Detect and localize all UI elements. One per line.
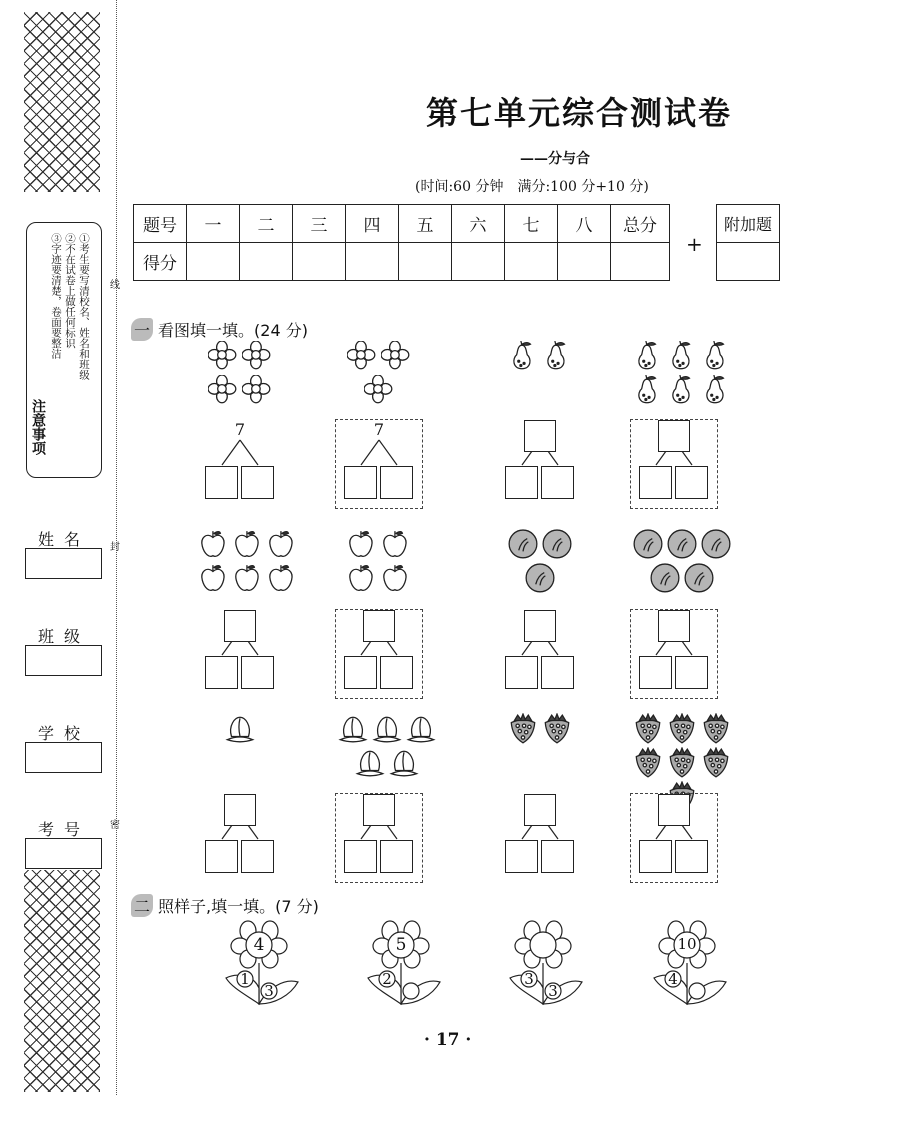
- extra-score-table: [716, 204, 780, 281]
- picture-group: [495, 340, 585, 420]
- page-subtitle: ——分与合: [520, 151, 590, 167]
- part-box[interactable]: [380, 656, 413, 689]
- part-box[interactable]: [675, 656, 708, 689]
- total-box[interactable]: [224, 794, 256, 826]
- number-flower: [646, 918, 736, 1008]
- exercise-peach: [195, 712, 295, 792]
- exercise-strawberry: [629, 712, 729, 792]
- score-header-cell: 四: [346, 205, 399, 243]
- flower-left-number: 3: [524, 970, 534, 988]
- part-box[interactable]: [205, 466, 238, 499]
- score-header-cell: 一: [187, 205, 240, 243]
- pear-icon: [633, 375, 663, 407]
- decomposition-diagram: [631, 610, 717, 698]
- total-box[interactable]: [658, 610, 690, 642]
- section-1-number: 一: [131, 318, 153, 341]
- flower-icon: [242, 375, 272, 407]
- time-info: (时间:60 分钟 满分:100 分+10 分): [415, 179, 649, 195]
- picture-group: [495, 528, 585, 608]
- decorative-pattern-top: [24, 12, 100, 192]
- part-box[interactable]: [205, 840, 238, 873]
- exam-number-label: 考号: [38, 820, 91, 839]
- decomposition-diagram: [336, 610, 422, 698]
- score-header-cell: 六: [452, 205, 505, 243]
- exercise-peach: [334, 712, 434, 792]
- binding-char-seal: 封: [110, 542, 120, 553]
- flower-center-number: 10: [677, 935, 697, 953]
- plus-sign: +: [686, 232, 703, 256]
- decomposition-diagram: [336, 794, 422, 882]
- exercise-orange: [629, 528, 729, 608]
- flower-left-number: 4: [668, 970, 678, 988]
- peach-icon: [225, 713, 255, 745]
- orange-icon: [508, 529, 538, 561]
- apple-icon: [267, 529, 297, 561]
- number-flower: [502, 918, 592, 1008]
- binding-char-line: 线: [110, 280, 120, 291]
- strawberry-icon: [701, 747, 731, 779]
- total-box[interactable]: [363, 794, 395, 826]
- part-box[interactable]: [675, 840, 708, 873]
- page-number: · 17 ·: [424, 1030, 472, 1050]
- flower-center-number: 5: [395, 935, 407, 955]
- orange-icon: [650, 563, 680, 595]
- name-label: 姓名: [38, 530, 91, 549]
- pear-icon: [508, 341, 538, 373]
- strawberry-icon: [633, 713, 663, 745]
- part-box[interactable]: [205, 656, 238, 689]
- score-cell[interactable]: [240, 243, 293, 281]
- total-box[interactable]: 7: [234, 420, 246, 439]
- part-box[interactable]: [380, 466, 413, 499]
- pear-icon: [701, 375, 731, 407]
- flower-icon: [347, 341, 377, 373]
- strawberry-icon: [508, 713, 538, 745]
- exercise-flower: [334, 340, 434, 420]
- score-cell[interactable]: [346, 243, 399, 281]
- picture-group: [619, 340, 744, 420]
- score-cell[interactable]: [558, 243, 611, 281]
- decomposition-diagram: [497, 794, 583, 882]
- strawberry-icon: [633, 747, 663, 779]
- flower-icon: [208, 375, 238, 407]
- strawberry-icon: [667, 747, 697, 779]
- part-box[interactable]: [344, 840, 377, 873]
- score-header-cell: 五: [399, 205, 452, 243]
- exercise-apple: [195, 528, 295, 608]
- notice-heading: 注意事项: [30, 399, 46, 455]
- decomposition-diagram: [497, 610, 583, 698]
- pear-icon: [667, 375, 697, 407]
- decomposition-diagram: [197, 420, 283, 508]
- flower-right-number: 3: [264, 982, 274, 1000]
- number-flower: [360, 918, 450, 1008]
- part-box[interactable]: [241, 656, 274, 689]
- part-box[interactable]: [639, 840, 672, 873]
- flower-outline-icon: [646, 918, 736, 1008]
- decorative-pattern-bottom: [24, 870, 100, 1092]
- flower-right-number: 3: [548, 982, 558, 1000]
- part-box[interactable]: [344, 466, 377, 499]
- page-title: 第七单元综合测试卷: [426, 94, 733, 132]
- notice-line-2: ②不在试卷上做任何标识: [64, 233, 76, 349]
- total-box[interactable]: [658, 420, 690, 452]
- apple-icon: [199, 563, 229, 595]
- flower-outline-icon: [360, 918, 450, 1008]
- notice-line-3: ③字迹要清楚，卷面要整洁: [50, 233, 62, 359]
- class-label: 班级: [38, 627, 91, 646]
- school-field[interactable]: [25, 742, 102, 773]
- peach-icon: [338, 713, 368, 745]
- picture-group: [619, 712, 744, 792]
- decomposition-diagram: [631, 420, 717, 508]
- flower-icon: [364, 375, 394, 407]
- picture-group: [495, 712, 585, 792]
- part-box[interactable]: [505, 840, 538, 873]
- apple-icon: [233, 563, 263, 595]
- section-2-title: [131, 894, 319, 917]
- picture-group: [195, 712, 285, 792]
- part-box[interactable]: [541, 466, 574, 499]
- pear-icon: [667, 341, 697, 373]
- section-2-text: 照样子,填一填。(7 分): [158, 897, 319, 916]
- exercise-pear: [495, 340, 595, 420]
- pear-icon: [633, 341, 663, 373]
- orange-icon: [525, 563, 555, 595]
- total-box[interactable]: 7: [373, 420, 385, 439]
- peach-icon: [406, 713, 436, 745]
- peach-icon: [355, 747, 385, 779]
- score-table: [133, 204, 670, 281]
- total-box[interactable]: [363, 610, 395, 642]
- part-box[interactable]: [344, 656, 377, 689]
- orange-icon: [542, 529, 572, 561]
- score-row-label: 得分: [134, 243, 187, 281]
- total-box[interactable]: [524, 794, 556, 826]
- part-box[interactable]: [241, 466, 274, 499]
- apple-icon: [267, 563, 297, 595]
- school-label: 学校: [38, 724, 91, 743]
- section-1-title: [131, 318, 308, 341]
- decomposition-diagram: [497, 420, 583, 508]
- score-header-cell: 题号: [134, 205, 187, 243]
- flower-icon: [208, 341, 238, 373]
- apple-icon: [199, 529, 229, 561]
- binding-char-secret: 密: [110, 820, 120, 831]
- flower-center-number: 4: [253, 935, 265, 955]
- part-box[interactable]: [241, 840, 274, 873]
- exercise-flower: [195, 340, 295, 420]
- picture-group: [334, 528, 424, 608]
- apple-icon: [347, 563, 377, 595]
- pear-icon: [542, 341, 572, 373]
- picture-group: [334, 340, 424, 420]
- part-box[interactable]: [541, 656, 574, 689]
- exercise-apple: [334, 528, 434, 608]
- score-header-cell: 七: [505, 205, 558, 243]
- total-box[interactable]: [524, 610, 556, 642]
- score-cell[interactable]: [452, 243, 505, 281]
- number-flower: [218, 918, 308, 1008]
- orange-icon: [633, 529, 663, 561]
- part-box[interactable]: [675, 466, 708, 499]
- score-table-score-row: [134, 243, 670, 281]
- picture-group: [195, 340, 285, 420]
- part-box[interactable]: [380, 840, 413, 873]
- peach-icon: [389, 747, 419, 779]
- section-2-number: 二: [131, 894, 153, 917]
- picture-group: [619, 528, 744, 608]
- decomposition-diagram: [197, 794, 283, 882]
- score-cell[interactable]: [399, 243, 452, 281]
- apple-icon: [381, 563, 411, 595]
- strawberry-icon: [542, 713, 572, 745]
- peach-icon: [372, 713, 402, 745]
- decomposition-diagram: [631, 794, 717, 882]
- strawberry-icon: [667, 713, 697, 745]
- flower-icon: [381, 341, 411, 373]
- exercise-pear: [629, 340, 729, 420]
- class-field[interactable]: [25, 645, 102, 676]
- flower-left-number: 1: [240, 970, 250, 988]
- score-header-cell: 总分: [611, 205, 670, 243]
- section-1-text: 看图填一填。(24 分): [158, 321, 308, 340]
- part-box[interactable]: [541, 840, 574, 873]
- notice-box: [26, 222, 102, 478]
- picture-group: [324, 712, 449, 792]
- score-cell-total[interactable]: [611, 243, 670, 281]
- notice-line-1: ①考生要写清校名、姓名和班级: [78, 233, 90, 380]
- score-cell[interactable]: [187, 243, 240, 281]
- total-box[interactable]: [224, 610, 256, 642]
- orange-icon: [667, 529, 697, 561]
- apple-icon: [347, 529, 377, 561]
- part-box[interactable]: [639, 466, 672, 499]
- decomposition-diagram: [197, 610, 283, 698]
- decomposition-diagram: [336, 420, 422, 508]
- score-header-cell: 三: [293, 205, 346, 243]
- total-box[interactable]: [658, 794, 690, 826]
- apple-icon: [381, 529, 411, 561]
- flower-left-number: 2: [382, 970, 392, 988]
- score-table-header-row: [134, 205, 670, 243]
- exercise-orange: [495, 528, 595, 608]
- score-cell[interactable]: [293, 243, 346, 281]
- score-cell[interactable]: [505, 243, 558, 281]
- strawberry-icon: [701, 713, 731, 745]
- exam-number-field[interactable]: [25, 838, 102, 869]
- extra-label: 附加题: [717, 205, 780, 243]
- score-header-cell: 八: [558, 205, 611, 243]
- apple-icon: [233, 529, 263, 561]
- flower-icon: [242, 341, 272, 373]
- total-box[interactable]: [524, 420, 556, 452]
- score-header-cell: 二: [240, 205, 293, 243]
- orange-icon: [684, 563, 714, 595]
- orange-icon: [701, 529, 731, 561]
- part-box[interactable]: [505, 466, 538, 499]
- extra-score-cell[interactable]: [717, 243, 780, 281]
- part-box[interactable]: [639, 656, 672, 689]
- picture-group: [185, 528, 310, 608]
- pear-icon: [701, 341, 731, 373]
- part-box[interactable]: [505, 656, 538, 689]
- exercise-strawberry: [495, 712, 595, 792]
- name-field[interactable]: [25, 548, 102, 579]
